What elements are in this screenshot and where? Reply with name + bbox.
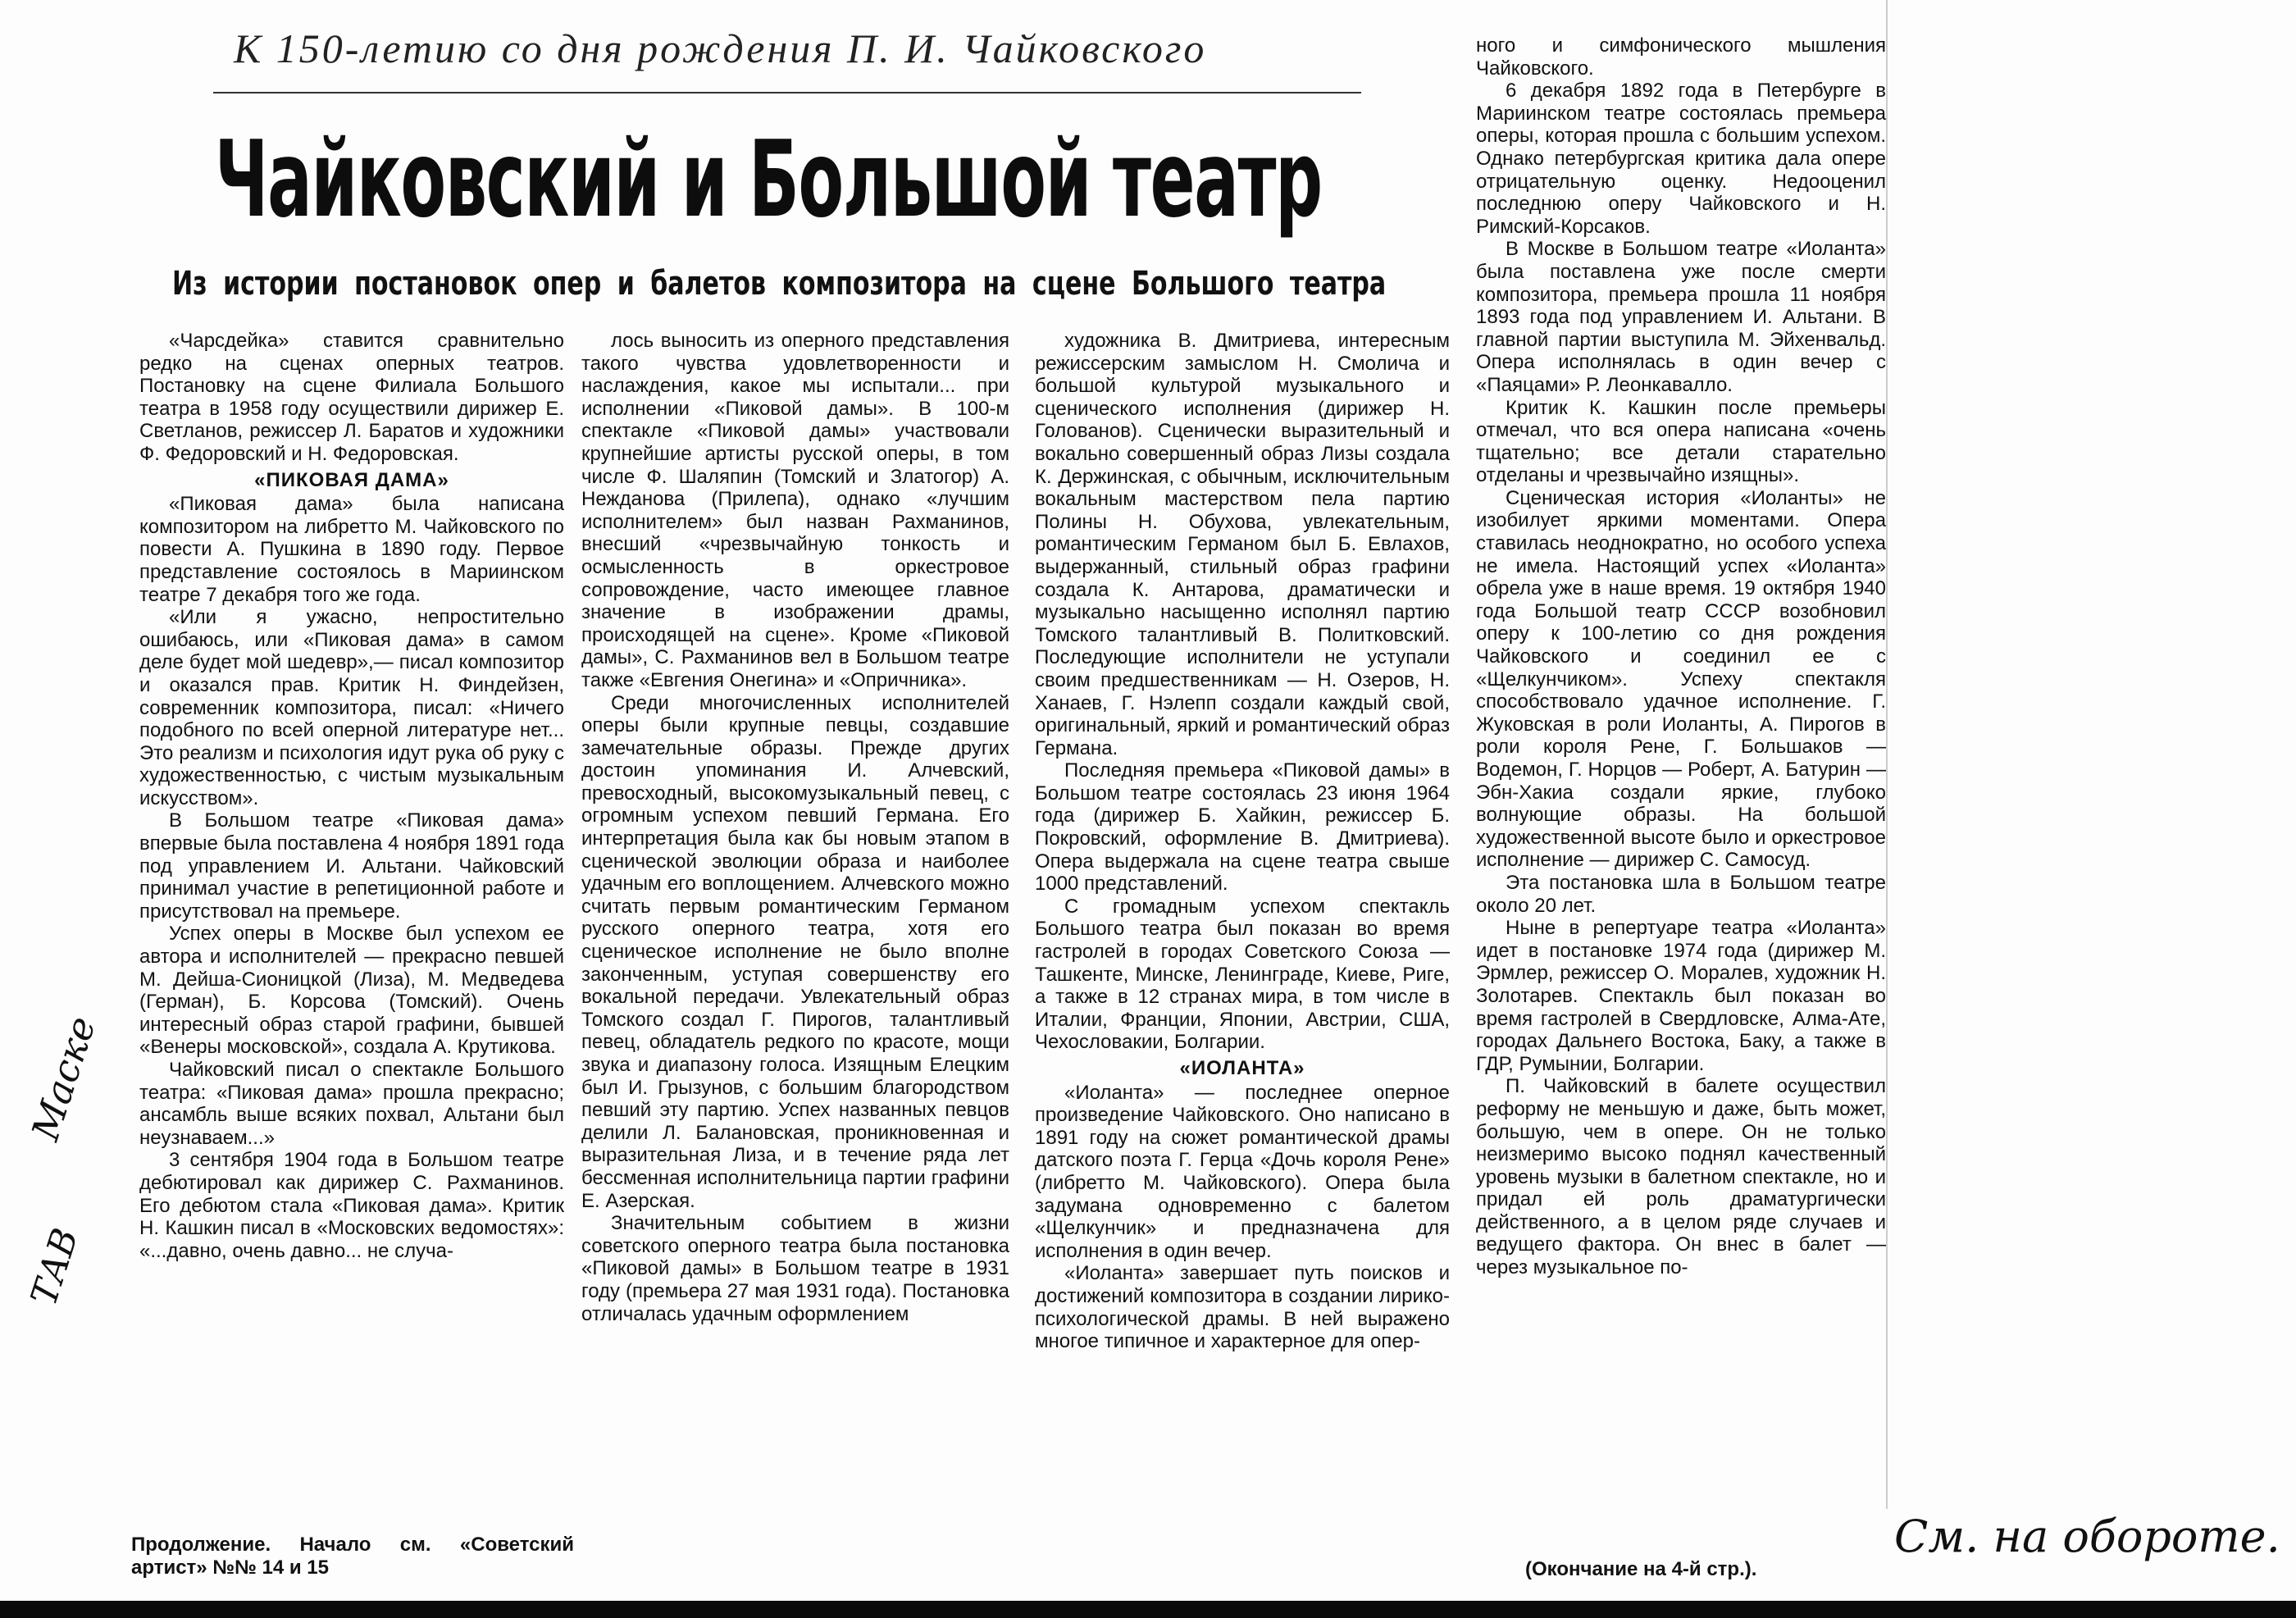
- article-paragraph: В Большом театре «Пиковая дама» впервые была поставлена 4 ноября 1891 года под управлением И. Альтани. Чайковский принимал участие в репетиционной работе и присутствовал на премьере.: [139, 809, 564, 923]
- article-paragraph: Среди многочисленных исполнителей оперы были крупные певцы, создавшие замечательные образы. Прежде других достоин упоминания И. Алчевский, превосходный, высокомузыкальный певец, с огромным успехом певший Германа. Его интерпретация была как бы новым этапом в сценической эволюции образа и наиболее удачным его воплощением. Алчевского можно считать первым романтическим Германом русского оперного театра, хотя его сценическое исполнение не было вполне законченным, уступая совершенству его вокальной передачи. Увлекательный образ Томского создал Г. Пирогов, талантливый певец, обладатель редкого по красоте, мощи звука и диапазону голоса. Изящным Елецким был И. Грызунов, с большим благородством певший эту партию. Успех названных певцов делили Л. Балановская, проникновенная и выразительная Лиза, и в течение ряда лет бессменная исполнительница партии графини Е. Азерская.: [581, 691, 1009, 1212]
- article-paragraph: художника В. Дмитриева, интересным режиссерским замыслом Н. Смолича и большой культурой музыкального и сценического исполнения (дирижер Н. Голованов). Сценически выразительный и вокально совершенный образ Лизы создала К. Держинская, с обычным, исключительным вокальным мастерством пела партию Полины Н. Обухова, увлекательным, романтическим Германом был Б. Евлахов, выдержанный, стильный образ графини создала К. Антарова, драматически и музыкально насыщенно исполнял партию Томского талантливый В. Политковский. Последующие исполнители не уступали своим предшественникам — Н. Озеров, Н. Ханаев, Г. Нэлепп создали каждый свой, оригинальный, яркий и романтический образ Германа.: [1035, 330, 1450, 759]
- article-paragraph: лось выносить из оперного представления такого чувства удовлетворенности и наслаждения, какое мы испытали... при исполнении «Пиковой дамы». В 100-м спектакле «Пиковой дамы» участвовали крупнейшие артисты русской оперы, в том числе Ф. Шаляпин (Томский и Златогор) А. Нежданова (Прилепа), однако «лучшим исполнителем» был назван Рахманинов, внесший «чрезвычайную тонкость и осмысленность в оркестровое сопровождение, часто имеющее главное значение в изображении драмы, происходящей на сцене». Кроме «Пиковой дамы», С. Рахманинов вел в Большом театре также «Евгения Онегина» и «Опричника».: [581, 330, 1009, 691]
- clipping-edge: [1886, 0, 1888, 1509]
- handwritten-see-reverse-note: См. на обороте.: [1894, 1511, 2280, 1562]
- article-paragraph: ного и симфонического мышления Чайковского.: [1476, 34, 1886, 80]
- article-paragraph: «Или я ужасно, непростительно ошибаюсь, или «Пиковая дама» в самом деле будет мой шедевр»,— писал композитор и оказался прав. Критик Н. Финдейзен, современник композитора, писал: «Ничего подобного по всей оперной литературе нет... Это реализм и психология идут рука об руку с художественностью, с чистым музыкальным искусством».: [139, 606, 564, 809]
- section-heading: «ИОЛАНТА»: [1179, 1057, 1305, 1079]
- article-paragraph: Значительным событием в жизни советского оперного театра была постановка «Пиковой дамы» в Большом театре в 1931 году (премьера 27 мая 1931 года). Постановка отличалась удачным оформлением: [581, 1212, 1009, 1325]
- article-column-4: [1476, 34, 1886, 1511]
- article-paragraph: Ныне в репертуаре театра «Иоланта» идет в постановке 1974 года (дирижер М. Эрмлер, режиссер О. Моралев, художник Н. Золотарев. Спектакль был показан во время гастролей в Свердловске, Алма-Ате, городах Дальнего Востока, Баку, а также в ГДР, Румынии, Болгарии.: [1476, 917, 1886, 1075]
- article-paragraph: «Пиковая дама» была написана композитором на либретто М. Чайковского по повести А. Пушкина в 1890 году. Первое представление состоялось в Мариинском театре 7 декабря того же года.: [139, 493, 564, 606]
- article-column-2: [581, 330, 1009, 1593]
- article-paragraph: Критик К. Кашкин после премьеры отмечал, что вся опера написана «очень тщательно; все детали старательно отделаны и чрезвычайно изящны».: [1476, 396, 1886, 487]
- article-paragraph: П. Чайковский в балете осуществил реформу не меньшую и даже, быть может, большую, чем в опере. Он не только неизмеримо высоко поднял качественный уровень музыки в балетном спектакле, но и придал ей роль драматургически действенного, а в целом ряде случаев и ведущего фактора. Он внес в балет — через музыкальное по-: [1476, 1075, 1886, 1279]
- article-title: Чайковский и Большой театр: [215, 119, 1322, 241]
- article-paragraph: «Чарсдейка» ставится сравнительно редко на сценах оперных театров. Постановку на сцене Филиала Большого театра в 1958 году осуществили дирижер Е. Светланов, режиссер Л. Баратов и художники Ф. Федоровский и Н. Федоровская.: [139, 330, 564, 465]
- article-column-1: [139, 330, 564, 1520]
- article-paragraph: С громадным успехом спектакль Большого театра был показан во время гастролей в городах Советского Союза — Ташкенте, Минске, Ленинграде, Киеве, Риге, а также в 12 странах мира, в том числе в Италии, Франции, Японии, Австрии, США, Чехословакии, Болгарии.: [1035, 895, 1450, 1054]
- continued-from-note: Продолжение. Начало см. «Советский артист» №№ 14 и 15: [131, 1534, 574, 1579]
- rubric-divider: [213, 92, 1361, 93]
- article-paragraph: «Иоланта» — последнее оперное произведение Чайковского. Оно написано в 1891 году на сюжет романтической драмы датского поэта Г. Герца «Дочь короля Рене» (либретто М. Чайковского). Опера была задумана одновременно с балетом «Щелкунчик» и предназначена для исполнения в один вечер.: [1035, 1081, 1450, 1262]
- section-heading: «ПИКОВАЯ ДАМА»: [254, 468, 449, 491]
- handwritten-margin-note-2: ТАВ: [23, 1223, 87, 1310]
- continued-on-note: (Окончание на 4-й стр.).: [1525, 1558, 1757, 1580]
- article-paragraph: Чайковский писал о спектакле Большого театра: «Пиковая дама» прошла прекрасно; ансамбль выше всяких похвал, Альтани был неузнаваем...»: [139, 1059, 564, 1149]
- handwritten-margin-note: Маске: [22, 1010, 105, 1146]
- rubric-heading: К 150-летию со дня рождения П. И. Чайковского: [234, 25, 1207, 71]
- scan-bottom-border: [0, 1601, 2296, 1618]
- article-subtitle: Из истории постановок опер и балетов композитора на сцене Большого театра: [172, 265, 1387, 303]
- article-paragraph: Эта постановка шла в Большом театре около 20 лет.: [1476, 871, 1886, 917]
- article-paragraph: «Иоланта» завершает путь поисков и достижений композитора в создании лирико-психологической драмы. В ней выражено многое типичное и характерное для опер-: [1035, 1262, 1450, 1353]
- article-paragraph: Сценическая история «Иоланты» не изобилует яркими моментами. Опера ставилась неоднократно, но особого успеха не имела. Настоящий успех «Иоланта» обрела уже в наше время. 19 октября 1940 года Большой театр СССР возобновил оперу к 100-летию со дня рождения Чайковского и соединил ее с «Щелкунчиком». Успеху спектакля способствовало удачное исполнение. Г. Жуковская в роли Иоланты, А. Пирогов в роли короля Рене, Г. Большаков — Водемон, Г. Норцов — Роберт, А. Батурин — Эбн-Хакиа создали яркие, глубоко волнующие образы. На большой художественной высоте было и оркестровое исполнение — дирижер С. Самосуд.: [1476, 486, 1886, 872]
- article-paragraph: 6 декабря 1892 года в Петербурге в Мариинском театре состоялась премьера оперы, которая прошла с большим успехом. Однако петербургская критика дала опере отрицательную оценку. Недооценил последнюю оперу Чайковского и Н. Римский-Корсаков.: [1476, 80, 1886, 238]
- article-paragraph: Последняя премьера «Пиковой дамы» в Большом театре состоялась 23 июня 1964 года (дирижер Б. Хайкин, режиссер Б. Покровский, оформление В. Дмитриева). Опера выдержала на сцене театра свыше 1000 представлений.: [1035, 759, 1450, 896]
- article-column-3: [1035, 330, 1450, 1593]
- article-paragraph: Успех оперы в Москве был успехом ее автора и исполнителей — прекрасно певшей М. Дейша-Сионицкой (Лиза), М. Медведева (Герман), Б. Корсова (Томский). Очень интересный образ старой графини, бывшей «Венеры московской», создала А. Крутикова.: [139, 923, 564, 1059]
- article-paragraph: В Москве в Большом театре «Иоланта» была поставлена уже после смерти композитора, премьера прошла 11 ноября 1893 года под управлением И. Альтани. В главной партии выступила М. Эйхенвальд. Опера исполнялась в один вечер с «Паяцами» Р. Леонкавалло.: [1476, 238, 1886, 396]
- article-paragraph: 3 сентября 1904 года в Большом театре дебютировал как дирижер С. Рахманинов. Его дебютом стала «Пиковая дама». Критик Н. Кашкин писал в «Московских ведомостях»: «...давно, очень давно... не случа-: [139, 1149, 564, 1262]
